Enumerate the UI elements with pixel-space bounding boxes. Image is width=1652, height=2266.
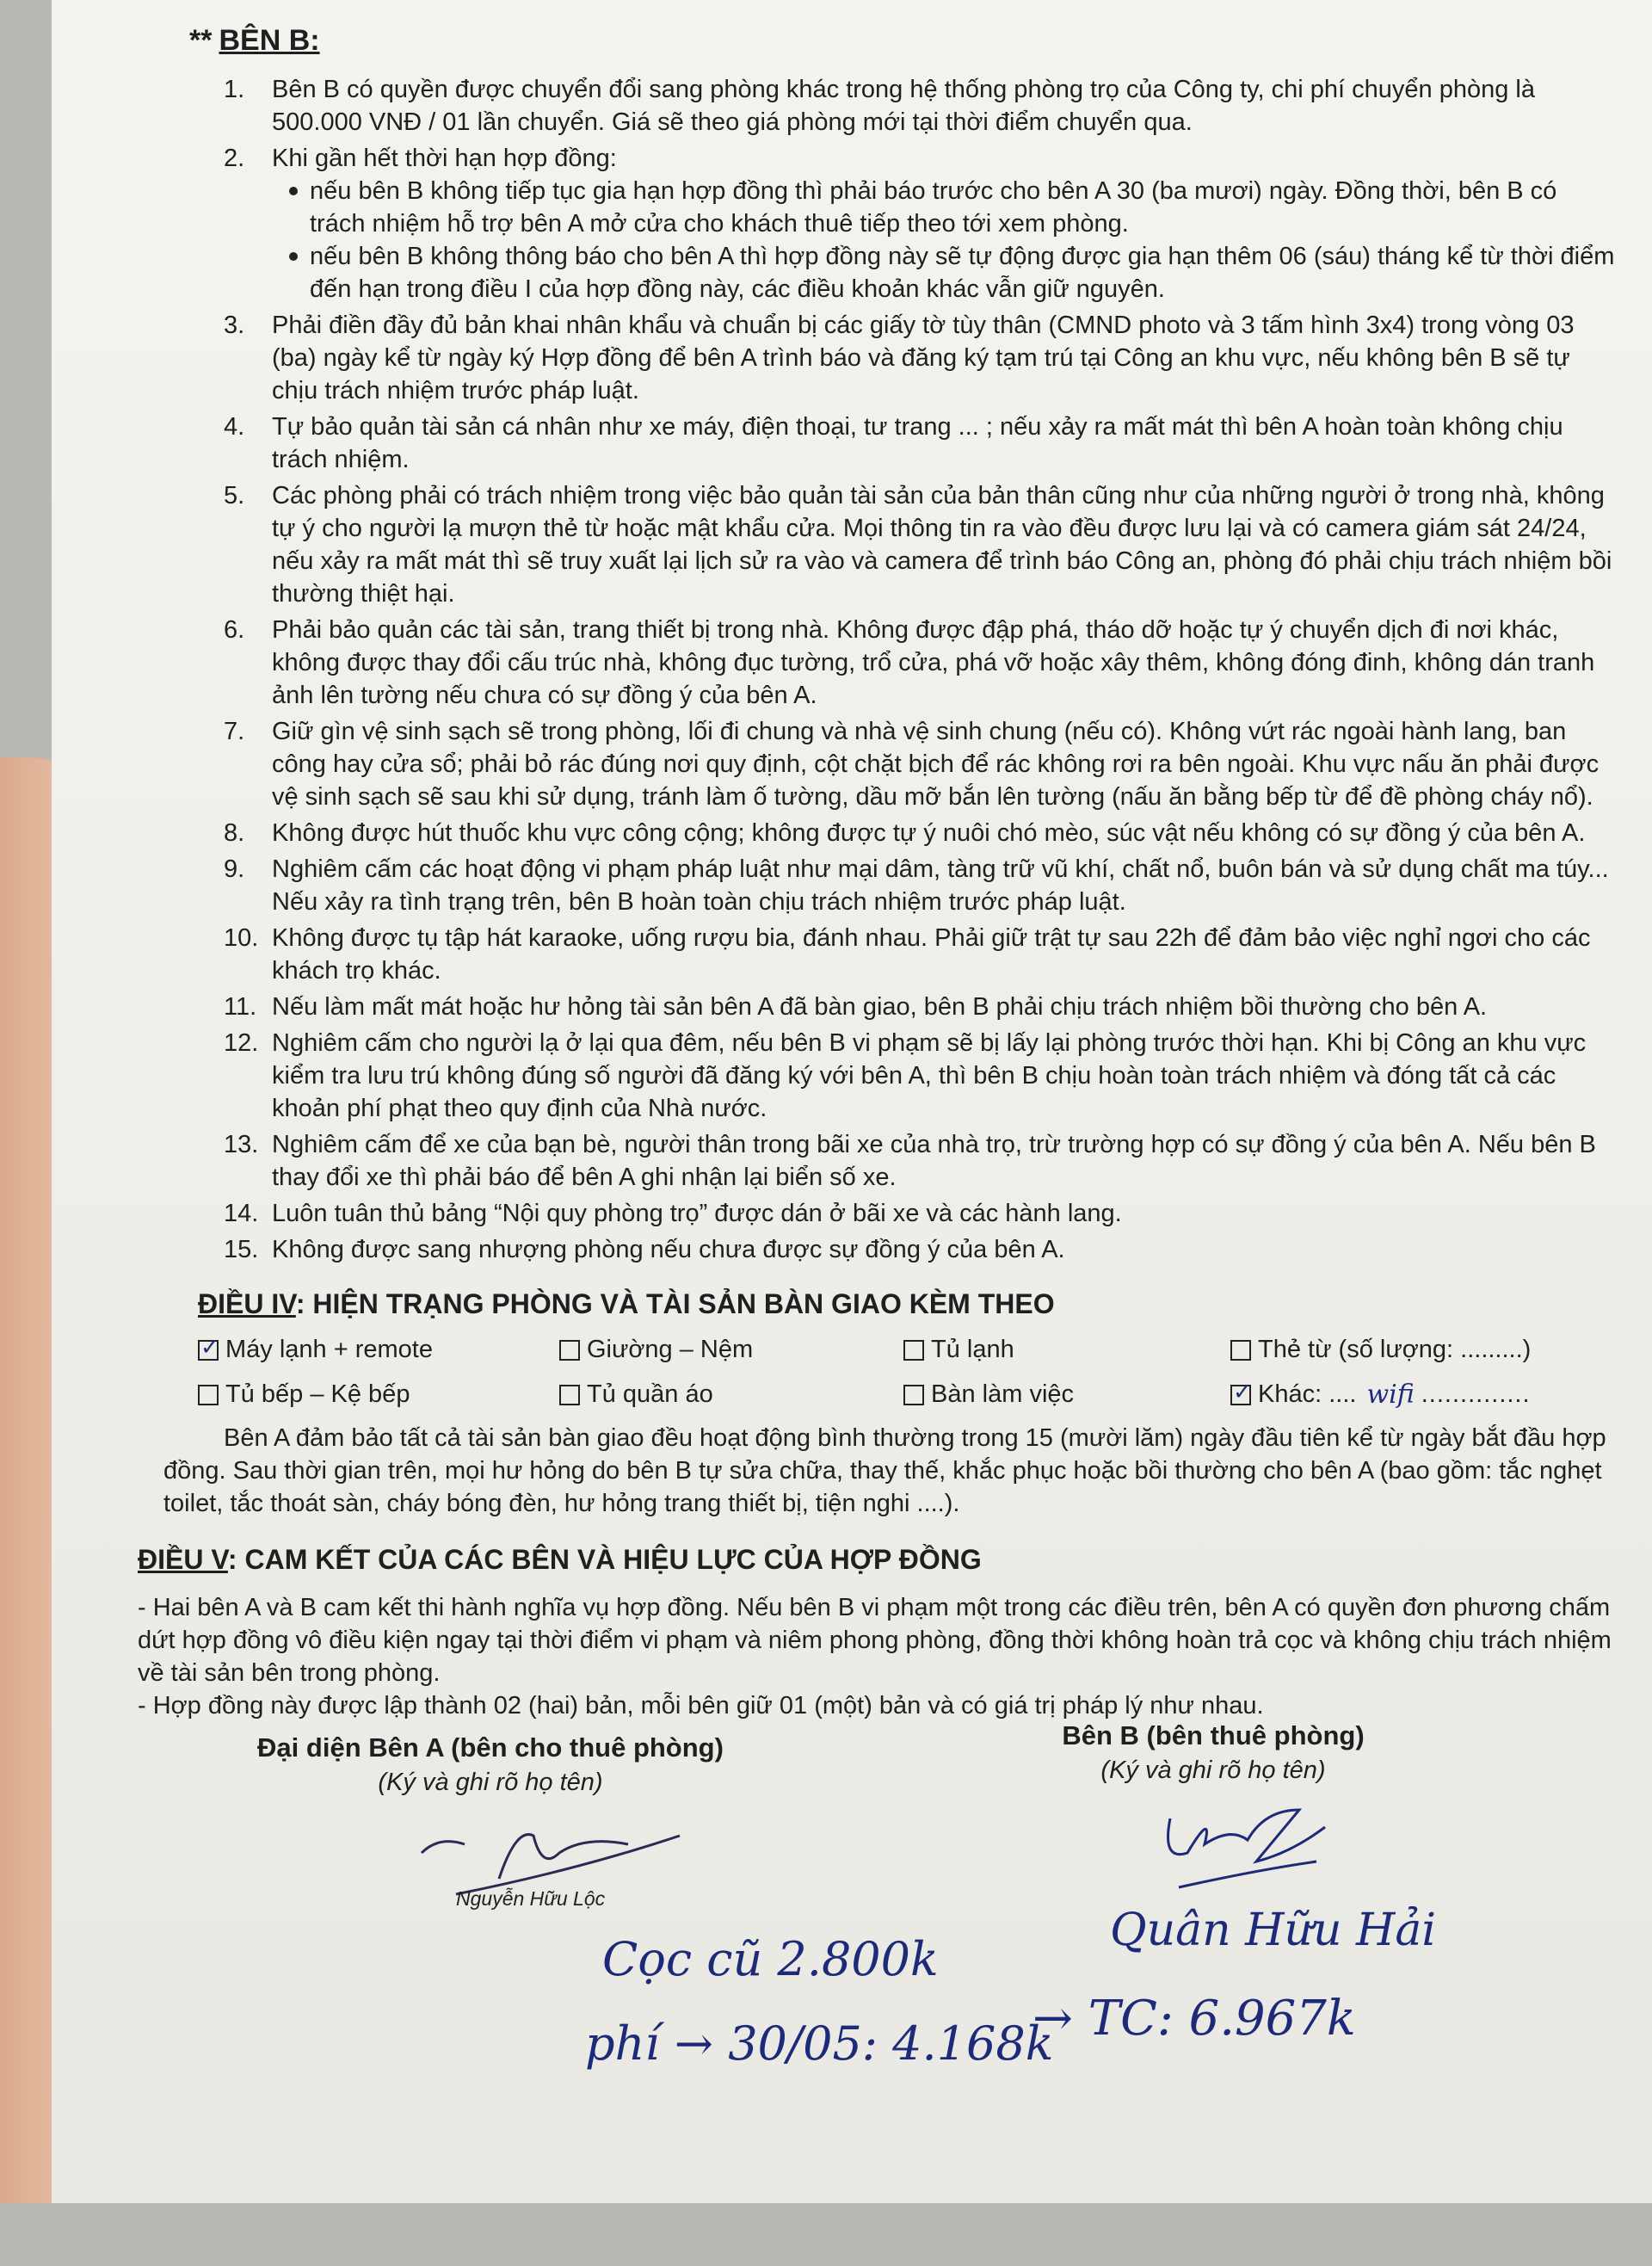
handover-item [1230, 1336, 1592, 1364]
article-v-title: ĐIỀU V: CAM KẾT CỦA CÁC BÊN VÀ HIỆU LỰC CỦA HỢP ĐỒNG [138, 1544, 982, 1575]
rule-item [224, 991, 1618, 1023]
rule-number: 1. [224, 76, 245, 103]
party-b-signature-scribble [1153, 1793, 1342, 1896]
handover-item [903, 1336, 1230, 1364]
handover-item-label: Máy lạnh + remote [225, 1336, 433, 1363]
empty-box-icon[interactable] [903, 1385, 924, 1405]
rule-bullet: nếu bên B không thông báo cho bên A thì hợp đồng này sẽ tự động được gia hạn thêm 06 (sáu) tháng kể từ thời điểm đến hạn trong điều I của hợp đồng này, các điều khoản khác vẫn giữ nguyên. [289, 240, 1618, 306]
rule-item [224, 1197, 1618, 1230]
article-v-line-2: - Hợp đồng này được lập thành 02 (hai) bản, mỗi bên giữ 01 (một) bản và có giá trị pháp lý như nhau. [138, 1692, 1264, 1720]
article-iv-paragraph: Bên A đảm bảo tất cả tài sản bàn giao đều hoạt động bình thường trong 15 (mười lăm) ngày đầu tiên kể từ ngày bắt đầu hợp đồng. Sau thời gian trên, mọi hư hỏng do bên B tự sửa chữa, thay thế, khắc phục hoặc bồi thường cho bên A (bao gồm: tắc nghẹt toilet, tắc thoát sàn, cháy bóng đèn, hư hỏng trang thiết bị, tiện nghi ....). [163, 1424, 1606, 1517]
rule-text: Không được hút thuốc khu vực công cộng; không được tự ý nuôi chó mèo, súc vật nếu không có sự đồng ý của bên A. [272, 819, 1586, 847]
rule-text: Luôn tuân thủ bảng “Nội quy phòng trọ” được dán ở bãi xe và các hành lang. [272, 1200, 1122, 1227]
rule-item [224, 1128, 1618, 1194]
empty-box-icon[interactable] [1230, 1340, 1251, 1361]
section-b-label: ** BÊN B: [189, 24, 320, 57]
note-total: → TC: 6.967k [1032, 1991, 1356, 2047]
rule-number: 5. [224, 482, 245, 509]
contract-page [52, 0, 1652, 2203]
rule-number: 11. [224, 993, 257, 1021]
handover-checklist [198, 1336, 1618, 1410]
rule-text: Phải bảo quản các tài sản, trang thiết bị trong nhà. Không được đập phá, tháo dỡ hoặc tự ý chuyển dịch đi nơi khác, không được thay đổi cấu trúc nhà, không đục tường, trổ cửa, phá vỡ hoặc xây thêm, không đóng đinh, không dán tranh ảnh lên tường nếu chưa có sự đồng ý của bên A. [272, 616, 1595, 709]
rule-text: Các phòng phải có trách nhiệm trong việc bảo quản tài sản của bản thân cũng như của những người ở trong nhà, không tự ý cho người lạ mượn thẻ từ hoặc mật khẩu cửa. Mọi thông tin ra vào đều được lưu lại và có camera giám sát 24/24, nếu xảy ra mất mát thì sẽ truy xuất lại lịch sử ra vào và camera để trình báo Công an, phòng đó phải chịu trách nhiệm bồi thường thiệt hại. [272, 482, 1612, 608]
note-fee: phí → 30/05: 4.168k [585, 2016, 1054, 2071]
rule-item [224, 715, 1618, 813]
rule-text: Không được sang nhượng phòng nếu chưa được sự đồng ý của bên A. [272, 1236, 1065, 1263]
rule-item [224, 1233, 1618, 1266]
rule-text: Không được tụ tập hát karaoke, uống rượu bia, đánh nhau. Phải giữ trật tự sau 22h để đảm bảo việc nghỉ ngơi cho các khách trọ khác. [272, 924, 1591, 985]
rule-number: 9. [224, 855, 245, 883]
party-a-note: (Ký và ghi rõ họ tên) [378, 1769, 603, 1796]
handover-item [198, 1380, 559, 1410]
rule-text: Nghiêm cấm cho người lạ ở lại qua đêm, nếu bên B vi phạm sẽ bị lấy lại phòng trước thời hạn. Khi bị Công an khu vực kiểm tra lưu trú không đúng số người đã đăng ký với bên A, thì bên B chịu hoàn toàn trách nhiệm và đóng tất cả các khoản phí phạt theo quy định của Nhà nước. [272, 1029, 1587, 1122]
rule-item [224, 309, 1618, 407]
checked-box-icon[interactable] [198, 1340, 219, 1361]
article-iv-title: ĐIỀU IV: HIỆN TRẠNG PHÒNG VÀ TÀI SẢN BÀN GIAO KÈM THEO [198, 1288, 1055, 1319]
rule-number: 12. [224, 1029, 259, 1057]
rule-item [224, 73, 1618, 139]
rule-item [224, 853, 1618, 918]
rule-text: Nếu làm mất mát hoặc hư hỏng tài sản bên A đã bàn giao, bên B phải chịu trách nhiệm bồi thường cho bên A. [272, 993, 1488, 1021]
rule-item [224, 142, 1618, 306]
rule-item [224, 614, 1618, 712]
rule-number: 2. [224, 145, 245, 172]
note-deposit: Cọc cũ 2.800k [602, 1932, 939, 1986]
rule-number: 15. [224, 1236, 259, 1263]
asterisk-mark: ** [189, 24, 213, 57]
rule-bullet: nếu bên B không tiếp tục gia hạn hợp đồng thì phải báo trước cho bên A 30 (ba mươi) ngày. Đồng thời, bên B có trách nhiệm hỗ trợ bên A mở cửa cho khách thuê tiếp theo tới xem phòng. [289, 175, 1618, 240]
rule-number: 10. [224, 924, 259, 952]
rule-text: Nghiêm cấm để xe của bạn bè, người thân trong bãi xe của nhà trọ, trừ trường hợp có sự đồng ý của bên A. Nếu bên B thay đổi xe thì phải báo để bên A ghi nhận lại biển số xe. [272, 1131, 1596, 1191]
party-a-title: Đại diện Bên A (bên cho thuê phòng) [257, 1732, 724, 1763]
rule-number: 4. [224, 413, 245, 441]
party-b-signature-block [998, 1720, 1428, 1785]
party-b-title: Bên B (bên thuê phòng) [1062, 1720, 1365, 1750]
rule-text: Tự bảo quản tài sản cá nhân như xe máy, điện thoại, tư trang ... ; nếu xảy ra mất mát thì bên A hoàn toàn không chịu trách nhiệm. [272, 413, 1563, 473]
rule-text: Phải điền đầy đủ bản khai nhân khẩu và chuẩn bị các giấy tờ tùy thân (CMND photo và 3 tấm hình 3x4) trong vòng 03 (ba) ngày kể từ ngày ký Hợp đồng để bên A trình báo và đăng ký tạm trú tại Công an khu vực, nếu không bên B sẽ tự chịu trách nhiệm trước pháp luật. [272, 312, 1575, 404]
rule-number: 13. [224, 1131, 259, 1158]
empty-box-icon[interactable] [903, 1340, 924, 1361]
rule-number: 3. [224, 312, 245, 339]
rule-item [224, 411, 1618, 476]
empty-box-icon[interactable] [559, 1340, 580, 1361]
checked-box-icon[interactable] [1230, 1385, 1251, 1405]
rule-item [224, 817, 1618, 849]
handover-item [198, 1336, 559, 1364]
handover-item [903, 1380, 1230, 1410]
dotted-fill-line: .............. [1421, 1380, 1531, 1408]
party-a-signature-block [224, 1732, 757, 1797]
rule-number: 8. [224, 819, 245, 847]
handover-item [559, 1336, 903, 1364]
handover-item-label: Khác: .... [1258, 1380, 1357, 1408]
handover-item [559, 1380, 903, 1410]
party-b-handwritten-name: Quân Hữu Hải [1110, 1905, 1436, 1956]
empty-box-icon[interactable] [559, 1385, 580, 1405]
party-a-signature-scribble [404, 1818, 697, 1896]
handwritten-other-value: wifi [1366, 1380, 1415, 1410]
handover-item-label: Tủ bếp – Kệ bếp [225, 1380, 410, 1408]
empty-box-icon[interactable] [198, 1385, 219, 1405]
rule-number: 6. [224, 616, 245, 644]
rule-item [224, 479, 1618, 610]
rule-text: Khi gần hết thời hạn hợp đồng: [272, 145, 617, 172]
party-a-printed-name: Nguyễn Hữu Lộc [456, 1887, 606, 1910]
handover-item [1230, 1380, 1592, 1410]
section-b-rules [120, 73, 1618, 1266]
handover-item-label: Thẻ từ (số lượng: .........) [1258, 1336, 1532, 1363]
handover-item-label: Tủ lạnh [931, 1336, 1014, 1363]
rule-item [224, 922, 1618, 987]
rule-sublist [272, 175, 1618, 306]
signature-area [120, 1720, 1618, 2266]
handover-item-label: Tủ quần áo [587, 1380, 713, 1408]
rule-item [224, 1027, 1618, 1125]
party-b-note: (Ký và ghi rõ họ tên) [1100, 1757, 1326, 1784]
handover-item-label: Bàn làm việc [931, 1380, 1075, 1408]
rule-text: Nghiêm cấm các hoạt động vi phạm pháp luật như mại dâm, tàng trữ vũ khí, chất nổ, buôn bán và sử dụng chất ma túy... Nếu xảy ra tình trạng trên, bên B hoàn toàn chịu trách nhiệm trước pháp luật. [272, 855, 1609, 916]
rule-text: Bên B có quyền được chuyển đổi sang phòng khác trong hệ thống phòng trọ của Công ty, chi phí chuyển phòng là 500.000 VNĐ / 01 lần chuyển. Giá sẽ theo giá phòng mới tại thời điểm chuyển qua. [272, 76, 1535, 136]
rule-number: 14. [224, 1200, 259, 1227]
rule-number: 7. [224, 718, 245, 745]
rule-text: Giữ gìn vệ sinh sạch sẽ trong phòng, lối đi chung và nhà vệ sinh chung (nếu có). Không vứt rác ngoài hành lang, ban công hay cửa sổ; phải bỏ rác đúng nơi quy định, cột chặt bịch để rác không rơi ra bên ngoài. Khu vực nấu ăn phải được vệ sinh sạch sẽ sau khi sử dụng, tránh làm ố tường, dầu mỡ bắn lên tường (nấu ăn bằng bếp từ để đề phòng cháy nổ). [272, 718, 1600, 811]
handover-item-label: Giường – Nệm [587, 1336, 754, 1363]
article-v-line-1: - Hai bên A và B cam kết thi hành nghĩa vụ hợp đồng. Nếu bên B vi phạm một trong các điều trên, bên A có quyền đơn phương chấm dứt hợp đồng vô điều kiện ngay tại thời điểm vi phạm và niêm phong phòng, đồng thời không hoàn trả cọc và không chịu trách nhiệm về tài sản bên trong phòng. [138, 1594, 1612, 1687]
